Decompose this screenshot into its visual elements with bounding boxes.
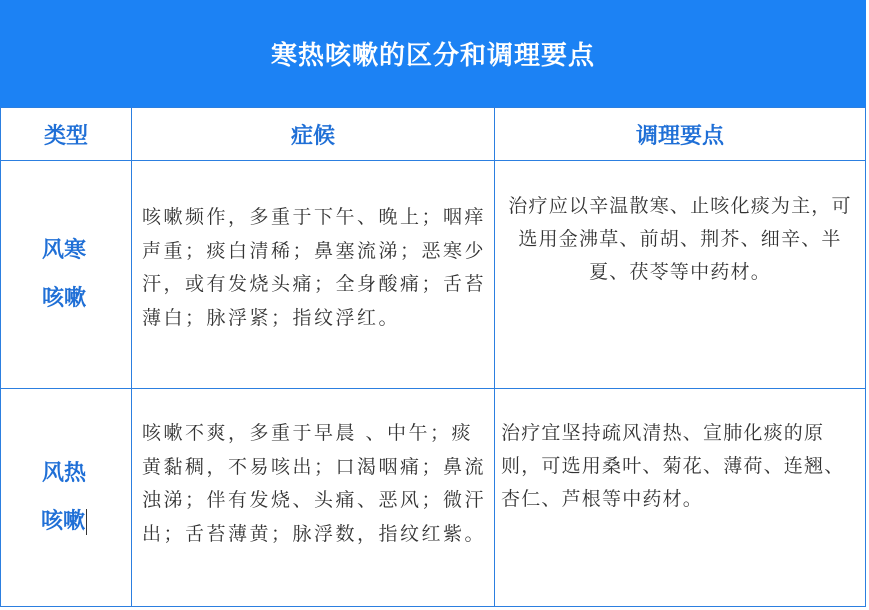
row-wind-heat-symptoms: 咳嗽不爽，多重于早晨 、中午；痰黄黏稠，不易咳出；口渴咽痛；鼻流浊涕；伴有发烧、头痛、恶风；微汗出；舌苔薄黄；脉浮数，指纹红紫。 xyxy=(142,422,487,545)
header-care: 调理要点 xyxy=(635,123,724,149)
type-label-line2-wrap xyxy=(41,498,87,546)
table-grid xyxy=(0,107,866,607)
grid-line xyxy=(494,107,495,607)
header-type: 类型 xyxy=(43,123,88,149)
table-title: 寒热咳嗽的区分和调理要点 xyxy=(0,0,866,107)
row-wind-heat-care: 治疗宜坚持疏风清热、宣肺化痰的原则，可选用桑叶、菊花、薄荷、连翘、杏仁、芦根等中药材。 xyxy=(501,422,845,510)
type-label-line1: 风热 xyxy=(41,460,86,486)
grid-line xyxy=(865,107,866,607)
type-label-line2: 咳嗽 xyxy=(41,285,86,311)
row-wind-cold-care: 治疗应以辛温散寒、止咳化痰为主，可选用金沸草、前胡、荆芥、细辛、半夏、茯苓等中药材。 xyxy=(508,195,852,283)
header-symptoms: 症候 xyxy=(290,123,335,149)
grid-line xyxy=(0,606,866,607)
type-label-line2: 咳嗽 xyxy=(40,508,85,534)
row-wind-cold-symptoms: 咳嗽频作，多重于下午、晚上；咽痒声重；痰白清稀；鼻塞流涕；恶寒少汗，或有发烧头痛；全身酸痛；舌苔薄白；脉浮紧；指纹浮红。 xyxy=(142,206,487,329)
row-wind-cold-type xyxy=(1,161,131,388)
text-cursor xyxy=(86,509,87,535)
type-label-line1: 风寒 xyxy=(41,237,86,263)
row-wind-heat-type xyxy=(1,389,131,606)
